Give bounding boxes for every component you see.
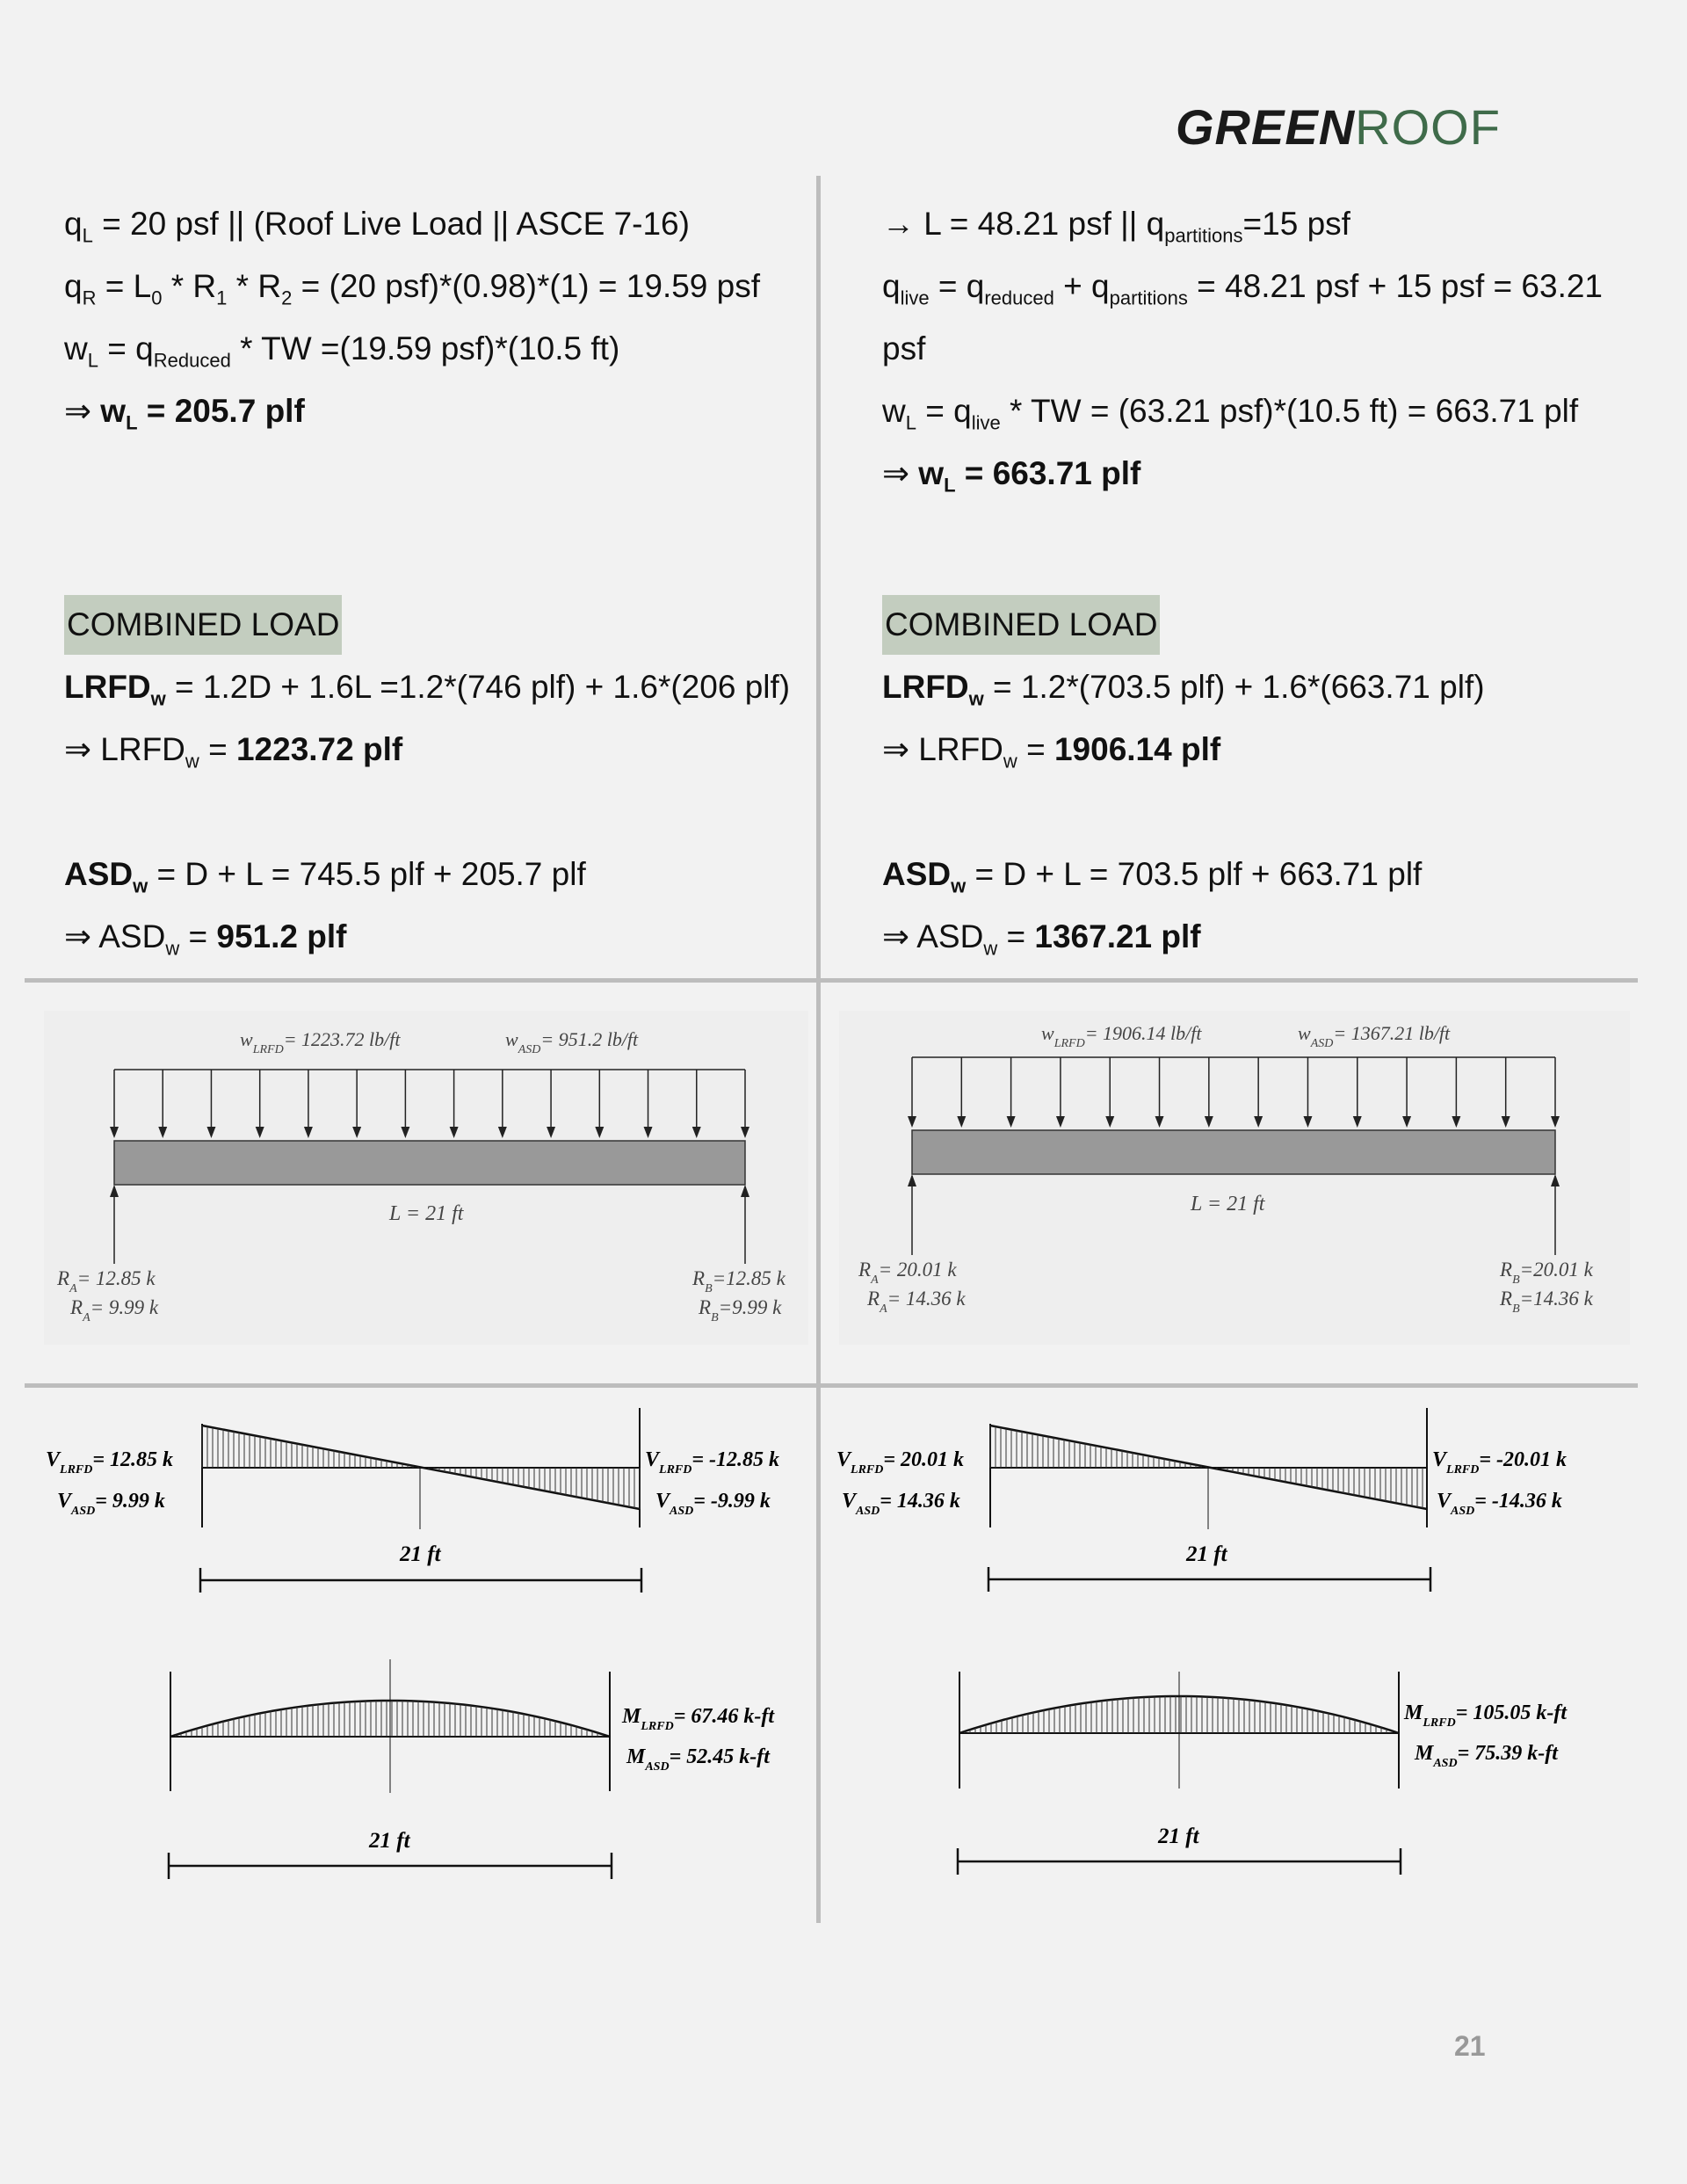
right-combined [882,593,1629,968]
right-ra-2: $R_A= 14.36$ k [867,1288,966,1316]
left-line-3: $w_L = q_{Reduced}$ * TW =(19.59 psf)*(10.5 ft) [64,330,620,372]
left-v-lrfd-l: $V_{LRFD}= 12.85$ k [46,1448,174,1477]
right-m-lrfd: $M_{LRFD}= 105.05$ k-ft [1404,1701,1568,1730]
right-beam [912,1130,1555,1174]
right-span-label: L = 21 ft [1191,1193,1265,1215]
left-span-label: L = 21 ft [389,1202,464,1225]
column-divider [816,176,821,1923]
right-rb-2: $R_B=14.36$ k [1500,1288,1593,1316]
right-w-lrfd-label: $w_{LRFD}= 1906.14$ lb/ft [1041,1022,1202,1050]
page-number: 21 [1454,2030,1486,2062]
right-load-diagram [839,1011,1630,1345]
right-shear-span: 21 ft [1186,1542,1227,1566]
right-line-1: → L = 48.21 psf || $q_{partitions}=15$ psf [882,206,1350,247]
right-v-lrfd-l: $V_{LRFD}= 20.01$ k [836,1448,965,1477]
left-w-lrfd-label: $w_{LRFD}= 1223.72$ lb/ft [240,1028,401,1056]
left-rb-1: $R_B=12.85$ k [692,1267,786,1295]
right-ra-1: $R_A= 20.01$ k [858,1259,957,1287]
left-combined [64,593,811,968]
left-ra-1: $R_A= 12.85$ k [57,1267,156,1295]
left-calc-top [64,192,811,442]
left-line-2: $q_R = L_0 * R_1 * R_2 = (20$ psf)*(0.98)*(1) = 19.59 psf [64,268,761,309]
left-w-asd-label: $w_{ASD}= 951.2$ lb/ft [505,1028,639,1056]
right-rb-1: $R_B=20.01$ k [1500,1259,1593,1287]
brand-bold: GREEN [1176,99,1356,155]
left-v-asd-r: $V_{ASD}= -9.99$ k [655,1490,771,1518]
row-divider-2 [25,1383,1638,1388]
brand-logo [1176,98,1501,156]
brand-regular: ROOF [1355,99,1501,155]
left-load-diagram [44,1011,808,1345]
left-asd-1: $ASD_w = D + L = 745.5$ plf + 205.7 plf [64,856,586,897]
left-v-asd-l: $V_{ASD}= 9.99$ k [57,1490,165,1518]
left-combined-heading: COMBINED LOAD [64,595,342,655]
right-combined-heading: COMBINED LOAD [882,595,1160,655]
right-line-2: $q_{live} = q_{reduced} + q_{partitions} = 48.21$ psf + 15 psf = 63.21 [882,268,1604,309]
right-w-asd-label: $w_{ASD}= 1367.21$ lb/ft [1298,1022,1451,1050]
left-m-asd: $M_{ASD}= 52.45$ k-ft [626,1745,770,1774]
left-m-lrfd: $M_{LRFD}= 67.46$ k-ft [622,1705,775,1733]
right-asd-2: ⇒ $ASD_w = 1367.21$ plf [882,918,1201,960]
right-line-5: ⇒ $w_L = 663.71$ plf [882,455,1141,497]
left-shear-span: 21 ft [400,1542,441,1566]
right-lrfd-1: $LRFD_w = 1.2*(703.5$ plf) + 1.6*(663.71 plf) [882,669,1485,710]
left-lrfd-1: $LRFD_w = 1.2D + 1.6L =1.2*(746$ plf) + 1.6*(206 plf) [64,669,791,710]
left-lrfd-2: ⇒ $LRFD_w = 1223.72$ plf [64,731,403,773]
right-v-asd-r: $V_{ASD}= -14.36$ k [1437,1490,1562,1518]
right-v-asd-l: $V_{ASD}= 14.36$ k [842,1490,960,1518]
right-line-4: $w_L = q_{live}$ * TW = (63.21 psf)*(10.5 ft) = 663.71 plf [882,393,1579,434]
right-line-3: psf [882,330,926,366]
right-asd-1: $ASD_w = D + L = 703.5$ plf + 663.71 plf [882,856,1423,897]
left-v-lrfd-r: $V_{LRFD}= -12.85$ k [645,1448,780,1477]
right-calc-top [882,192,1629,504]
left-ra-2: $R_A= 9.99$ k [70,1296,159,1324]
left-line-4: ⇒ $w_L = 205.7$ plf [64,393,305,434]
left-beam [114,1141,745,1185]
left-asd-2: ⇒ $ASD_w = 951.2$ plf [64,918,347,960]
right-v-lrfd-r: $V_{LRFD}= -20.01$ k [1432,1448,1568,1477]
right-moment-span: 21 ft [1158,1825,1199,1848]
right-m-asd: $M_{ASD}= 75.39$ k-ft [1415,1742,1558,1770]
left-shear-moment-diagram [35,1397,808,1907]
left-line-1: $q_L = 20$ psf || (Roof Live Load || ASCE 7-16) [64,206,690,247]
left-moment-span: 21 ft [369,1829,410,1853]
right-lrfd-2: ⇒ $LRFD_w = 1906.14$ plf [882,731,1221,773]
left-rb-2: $R_B=9.99$ k [699,1296,782,1324]
row-divider-1 [25,978,1638,983]
right-shear-moment-diagram [826,1397,1643,1907]
